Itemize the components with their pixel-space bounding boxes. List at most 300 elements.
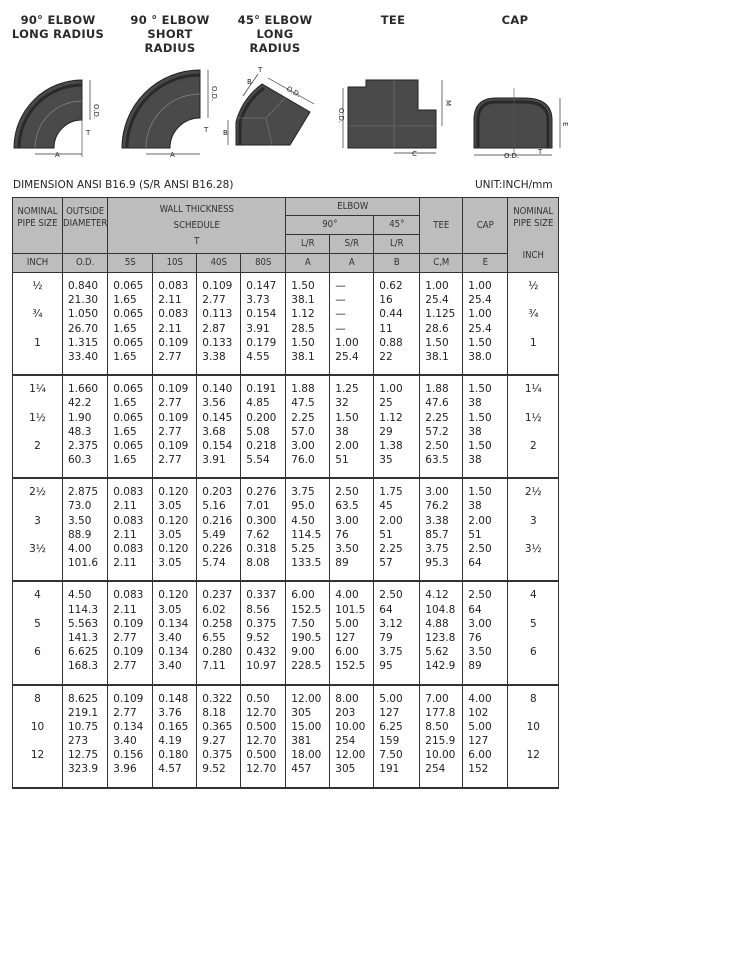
cell-value: 48.3 [68,425,92,438]
header-cap: CAP [463,198,508,254]
cell-value: 38.1 [291,350,315,363]
cell-value: — [335,280,346,292]
cell-value: 3.40 [158,631,182,644]
elbow-90-long-radius-diagram [0,60,569,170]
cell-value: 0.134 [158,617,189,630]
nominal-size: 12 [526,749,540,762]
cell-value: 0.109 [158,411,189,424]
title-line: LONG RADIUS [249,27,301,55]
cell-value: 0.216 [202,514,233,527]
nominal-size: 10 [526,720,540,733]
cell-value: 127 [335,631,356,644]
cell-s80 [241,685,286,788]
cell-value: 38.0 [468,350,492,363]
title-line: 90° ELBOW [20,13,96,27]
cell-value: 0.500 [246,720,277,733]
nominal-size: ½ [528,280,539,292]
svg-text:C: C [412,150,417,158]
nominal-size: 6 [529,646,537,659]
spacer [13,659,62,673]
cell-value: 1.75 [379,486,403,499]
cell-value: — [335,308,346,321]
spacer [508,453,558,467]
cell-value: 0.109 [113,692,144,705]
figure-title-elbow-90-sr [120,13,220,55]
cell-value: 2.77 [158,350,182,363]
cell-value: 203 [335,706,356,719]
cell-value: 64 [468,603,482,616]
cell-value: 89 [468,660,482,673]
cell-value: 3.75 [291,486,315,499]
cell-value: 6.00 [468,749,492,762]
cell-value: 254 [335,735,356,748]
spacer [13,322,62,336]
cell-value: 47.6 [425,397,449,410]
cell-value: 2.11 [113,603,137,616]
cell-value: 45 [379,500,393,513]
cell-value: 0.148 [158,692,189,705]
cell-value: 3.38 [425,514,449,527]
cell-nominal-size [13,581,63,684]
cell-nominal-size [13,375,63,478]
cell-value: 3.00 [291,439,315,452]
figure-title-tee [368,13,418,27]
nominal-size: 1½ [29,411,46,424]
cell-value: 8.00 [335,692,359,705]
title-line: 45° ELBOW [237,13,313,27]
cell-value: 6.625 [68,646,99,659]
cell-value: 38 [468,454,482,467]
cell-tee [420,478,463,581]
cell-value: 0.191 [246,383,277,396]
cell-value: 3.00 [335,514,359,527]
header-text: OUTSIDE [66,206,105,217]
spacer [13,453,62,467]
cell-value: 5.563 [68,617,99,630]
cell-value: 2.11 [158,322,182,335]
cell-value: 8.50 [425,720,449,733]
cell-value: 0.500 [246,749,277,762]
table-row-group [13,685,559,788]
cell-value: 0.318 [246,543,277,555]
cell-value: 12.00 [335,749,366,762]
spacer [13,396,62,410]
cell-value: 3.12 [379,617,403,630]
cell-value: 2.77 [158,397,182,410]
cell-value: 9.52 [202,763,226,776]
cell-value: 1.00 [335,336,359,349]
cell-value: 5.54 [246,454,270,467]
cell-value: 10.00 [425,749,456,762]
cell-tee [420,375,463,478]
header-sr-90: S/R [330,235,374,254]
cell-value: 3.05 [158,528,182,541]
nominal-size: 3 [529,514,537,527]
cell-od [63,685,108,788]
cell-value: 2.50 [468,543,492,555]
cell-value: 0.120 [158,486,189,499]
cell-value: 51 [379,528,393,541]
cell-value: 89 [335,557,349,570]
cell-value: 3.05 [158,500,182,513]
header-text: PIPE SIZE [17,218,58,229]
cell-value: 6.02 [202,603,226,616]
cell-value: 152.5 [335,660,366,673]
cell-value: 2.77 [158,454,182,467]
header-80s: 80S [241,254,286,273]
cell-value: 219.1 [68,706,99,719]
header-elbow: ELBOW [286,198,420,216]
cell-value: 0.203 [202,486,233,499]
header-cm: C,M [420,254,463,273]
nominal-size: 1½ [524,411,542,424]
cell-value: 0.200 [246,411,277,424]
cell-value: 2.77 [202,294,226,307]
cell-value: 51 [335,454,349,467]
spacer [508,350,558,364]
cell-value: 9.52 [246,631,270,644]
header-tee: TEE [420,198,463,254]
cell-value: 4.55 [246,350,270,363]
cell-value: 0.165 [158,720,189,733]
svg-text:O.D.: O.D. [92,104,100,120]
svg-text:O.D.: O.D. [210,86,218,102]
cell-value: 22 [379,350,393,363]
cell-value: 1.50 [335,411,359,424]
header-wall-thickness [108,198,286,254]
header-inch: INCH [13,254,63,273]
title-line: CAP [501,13,529,27]
cell-value: 2.77 [158,425,182,438]
cell-lr90 [286,685,330,788]
cell-s80 [241,273,286,376]
cell-value: 0.109 [158,383,189,396]
cell-value: 2.50 [335,486,359,499]
cell-value: 152.5 [291,603,322,616]
cell-value: 0.140 [202,383,233,396]
cell-value: 35 [379,454,393,467]
cell-value: 0.065 [113,411,144,424]
cell-value: 1.660 [68,383,99,396]
cell-value: 3.40 [158,660,182,673]
cell-value: 2.77 [113,706,137,719]
cell-value: 127 [468,735,489,748]
cell-value: 95.3 [425,557,449,570]
cell-value: 114.5 [291,528,322,541]
unit-label: UNIT:INCH/mm [475,179,553,191]
cell-lr90 [286,478,330,581]
cell-value: 0.065 [113,308,144,321]
cell-value: 0.083 [113,486,144,499]
cell-value: 26.70 [68,322,99,335]
cell-s40 [197,375,241,478]
cell-value: 38.1 [291,294,315,307]
svg-text:O.D.: O.D. [504,152,520,160]
cell-value: 28.6 [425,322,449,335]
cell-tee [420,581,463,684]
cell-value: 7.11 [202,660,226,673]
cell-value: 88.9 [68,528,92,541]
cell-value: 76.2 [425,500,449,513]
cell-value: 63.5 [335,500,359,513]
cell-value: 0.109 [113,617,144,630]
cell-value: 2.11 [158,294,182,307]
cell-value: 85.7 [425,528,449,541]
cell-cap [463,685,508,788]
cell-value: 73.0 [68,500,92,513]
cell-s5 [108,375,153,478]
title-line: 90 ° ELBOW [130,13,210,27]
nominal-size: 2 [529,439,537,452]
cell-value: 0.083 [113,514,144,527]
cell-value: 1.050 [68,308,99,321]
header-text: T [194,235,200,247]
cell-value: 5.00 [379,692,403,705]
cell-value: 0.179 [246,336,277,349]
header-text: INCH [522,250,544,261]
cell-value: 3.50 [68,514,92,527]
cell-value: 1.50 [425,336,449,349]
cell-value: 4.12 [425,589,449,602]
spacer [13,293,62,307]
cell-nominal-size [13,478,63,581]
header-40s: 40S [197,254,241,273]
nominal-size: 2 [34,439,41,452]
cell-value: 5.25 [291,543,315,555]
cell-value: 57.0 [291,425,315,438]
cell-value: 1.25 [335,383,359,396]
header-text: DIAMETER [63,218,108,229]
cell-value: 0.154 [246,308,277,321]
cell-value: 2.77 [113,631,137,644]
cell-value: 2.50 [425,439,449,452]
cell-value: 2.00 [335,439,359,452]
cell-s5 [108,685,153,788]
cell-value: 21.30 [68,294,99,307]
cell-value: 1.50 [468,486,492,499]
cell-value: 63.5 [425,454,449,467]
cell-value: 32 [335,397,349,410]
cell-value: 0.154 [202,439,233,452]
cell-nominal-size [13,685,63,788]
header-lr-45: L/R [374,235,420,254]
cell-value: 273 [68,735,89,748]
cell-value: 3.38 [202,350,226,363]
cell-nominal-size-right [508,375,559,478]
spacer [508,499,558,513]
cell-value: 57.2 [425,425,449,438]
cell-value: 3.75 [379,646,403,659]
cell-s10 [153,375,197,478]
cell-value: 1.00 [468,308,492,321]
cell-value: 0.120 [158,589,189,602]
cell-s80 [241,375,286,478]
cell-value: 6.00 [291,589,315,602]
spacer [508,425,558,439]
nominal-size: 4 [529,589,537,602]
cell-value: 4.57 [158,763,182,776]
cell-value: 0.365 [202,720,233,733]
cell-value: 4.00 [468,692,492,705]
nominal-size: 1¼ [524,383,542,396]
cell-value: 1.50 [291,280,315,292]
nominal-size: 6 [34,646,41,659]
cell-value: 29 [379,425,393,438]
cell-value: 47.5 [291,397,315,410]
cell-value: 1.125 [425,308,456,321]
cell-value: 1.90 [68,411,92,424]
cell-s5 [108,273,153,376]
cell-value: 1.88 [291,383,315,396]
cell-value: 305 [291,706,312,719]
cell-value: 114.3 [68,603,99,616]
cell-s40 [197,685,241,788]
cell-value: 191 [379,763,400,776]
cell-s10 [153,685,197,788]
svg-text:E: E [561,122,569,127]
cell-value: 0.337 [246,589,277,602]
cell-value: 159 [379,735,400,748]
cell-value: 7.50 [291,617,315,630]
cell-s10 [153,581,197,684]
cell-value: 0.180 [158,749,189,762]
header-nominal-pipe-size-right [508,198,559,273]
cell-value: 133.5 [291,557,322,570]
cell-value: 177.8 [425,706,456,719]
cell-value: 4.50 [68,589,92,602]
cell-value: 0.375 [246,617,277,630]
cell-value: 10.75 [68,720,99,733]
cell-value: 25.4 [335,350,359,363]
spacer [508,322,558,336]
cell-value: 1.50 [468,411,492,424]
cell-value: 0.120 [158,514,189,527]
cell-lr45 [374,685,420,788]
spacer [13,762,62,776]
cell-value: 12.70 [246,735,277,748]
cell-value: 76 [335,528,349,541]
cell-value: 3.68 [202,425,226,438]
spacer [508,659,558,673]
cell-value: 228.5 [291,660,322,673]
document-title: DIMENSION ANSI B16.9 (S/R ANSI B16.28) [13,179,234,191]
spacer [13,706,62,720]
cell-nominal-size-right [508,273,559,376]
spacer [13,350,62,364]
cell-value: 28.5 [291,322,315,335]
cell-value: 3.76 [158,706,182,719]
cell-value: 0.120 [158,543,189,555]
cell-value: 38 [468,425,482,438]
cell-value: 10.00 [335,720,366,733]
cell-s40 [197,478,241,581]
spacer [508,734,558,748]
cell-value: 215.9 [425,735,456,748]
header-a-lr: A [286,254,330,273]
nominal-size: 5 [34,617,41,630]
cell-cap [463,581,508,684]
cell-s80 [241,581,286,684]
cell-value: 64 [468,557,482,570]
cell-value: 6.55 [202,631,226,644]
header-elbow-90: 90° [286,216,374,235]
cell-tee [420,273,463,376]
cell-value: 305 [335,763,356,776]
cell-value: 4.85 [246,397,270,410]
cell-value: 3.00 [425,486,449,499]
cell-cap [463,375,508,478]
cell-value: 0.113 [202,308,233,321]
cell-value: 1.65 [113,322,137,335]
cell-value: 1.00 [425,280,449,292]
svg-text:T: T [86,129,91,137]
cell-value: 0.065 [113,336,144,349]
figure-title-elbow-90-lr [8,13,108,41]
nominal-size: ¾ [32,308,43,321]
header-a-sr: A [330,254,374,273]
svg-text:M: M [444,100,452,107]
cell-value: 8.08 [246,557,270,570]
cell-value: 42.2 [68,397,92,410]
cell-tee [420,685,463,788]
cell-value: 8.18 [202,706,226,719]
spacer [508,396,558,410]
svg-text:T: T [258,66,263,74]
cell-s40 [197,273,241,376]
cell-value: 4.00 [335,589,359,602]
svg-text:B: B [223,129,228,137]
spacer [508,556,558,570]
header-5s: 5S [108,254,153,273]
cell-value: 1.38 [379,439,403,452]
cell-od [63,581,108,684]
header-b: B [374,254,420,273]
header-od: O.D. [63,254,108,273]
cell-value: 0.322 [202,692,233,705]
cell-value: 1.65 [113,397,137,410]
cell-value: 0.300 [246,514,277,527]
cell-value: 0.109 [158,439,189,452]
cell-value: 0.083 [113,589,144,602]
cell-value: 7.01 [246,500,270,513]
nominal-size: ½ [32,280,43,292]
cell-value: 95.0 [291,500,315,513]
cell-value: 0.133 [202,336,233,349]
cell-value: 8.56 [246,603,270,616]
cell-value: 7.50 [379,749,403,762]
spacer [508,603,558,617]
cell-value: 123.8 [425,631,456,644]
header-text: SCHEDULE [173,219,220,231]
cell-value: 152 [468,763,489,776]
cell-lr45 [374,375,420,478]
cell-value: 4.88 [425,617,449,630]
header-text: NOMINAL [17,206,58,217]
cell-lr45 [374,478,420,581]
cell-value: — [335,322,346,335]
cell-value: 12.75 [68,749,99,762]
spacer [13,425,62,439]
cell-value: 1.65 [113,350,137,363]
cell-value: 0.432 [246,646,277,659]
cell-value: 457 [291,763,312,776]
cell-value: 3.91 [246,322,270,335]
cell-value: 60.3 [68,454,92,467]
cell-value: 0.083 [158,308,189,321]
cell-value: 0.109 [158,336,189,349]
cell-value: 12.70 [246,763,277,776]
cell-lr45 [374,273,420,376]
